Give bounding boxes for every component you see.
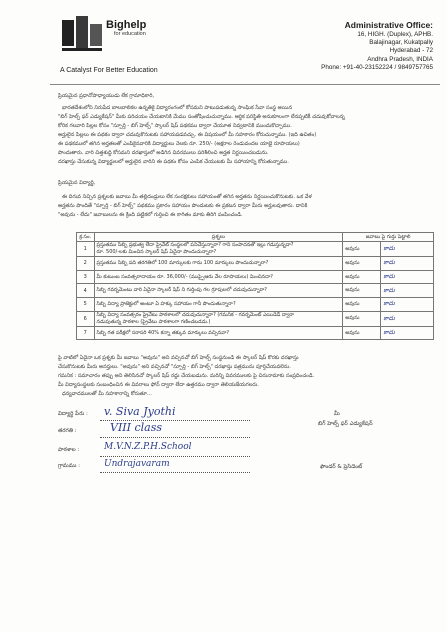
- handwritten-answer: కాదు: [383, 286, 395, 294]
- answer-mark: [381, 284, 434, 298]
- question-text: ప్రస్తుతము సిబ్బి పది తరగతిలో 100 మార్కులకు గాను 100 మార్కులు పొందుచున్నారా?: [94, 257, 343, 271]
- brand-name: Bighelp: [106, 19, 147, 31]
- row-number: 7: [77, 326, 95, 340]
- para-3-line: చేసుకొనుటకు మీరు అనర్హులు. "అవును" అని వచ్చినచో "స్పూర్తి - బిగ్ హెల్ప్" దరఖాస్తు పత్రమును పూర్తిచేయవలెను.: [58, 364, 291, 370]
- question-text: సిబ్బి విద్యా సంవత్సరం ప్రైవేటు పాఠశాలలో చదువుచున్నారా? (గమనిక - గవర్నమెంట్ ఎయిడెడ్ ద్వారా: [96, 311, 295, 318]
- handwritten-answer: కాదు: [383, 314, 395, 322]
- phone-line: Phone: +91-40-23152224 / 9849757765: [321, 63, 433, 71]
- answer-yes: అవును: [343, 284, 381, 298]
- answer-mark: [381, 242, 434, 257]
- para-1-line: ఈ పథకములో తగిన అర్హతలతో ఎంపికైనవారికి విద్యార్థులు నెలకు రూ. 250/- (అక్షరాల రెండువందల యాభై రూపాయలు): [58, 141, 300, 147]
- para-3-line: పై వాటిలో ఏదైనా ఒక ప్రశ్నకు మీ జవాబు "అవును" అని వచ్చినచో బిగ్ హెల్ప్ సంస్థనుండి ఈ స్కాలర్ షిప్ కొరకు దరఖాస్తు: [58, 355, 299, 361]
- question-text-cont: నడుపుతున్న పాఠశాల (ప్రైవేటు పాఠశాలగా గణించబడదు.): [96, 318, 211, 325]
- para-2-line: "అవును - లేదు" జవాబులను ఈ క్రింది పట్టికలో గుర్తించి ఈ కాగితం మాకు తిరిగి పంపించండి.: [58, 212, 243, 218]
- para-3-line: గమనిక : సమాచారం తప్పు అని తెలిసినచో స్కాలర్ షిప్ రద్దు చేయబడును. మరిన్ని వివరములకు పై చిరునామాకు సంప్రదించండి.: [58, 373, 315, 379]
- handwritten-answer: కాదు: [383, 245, 395, 252]
- bighelp-logo-icon: [60, 14, 104, 54]
- question-cell: [94, 242, 343, 257]
- handwritten-answer: కాదు: [383, 329, 395, 337]
- para-3-line: ధన్యవాదములతో మీ సహకారాన్ని కోరుతూ...: [62, 391, 152, 397]
- row-number: 3: [77, 270, 95, 284]
- table-row: [77, 298, 434, 312]
- question-text: సిబ్బి గవర్నమెంటు వారి ఏదైనా స్కాలర్ షిప్ ని గుర్తింపు గల గ్రూపులలో చదువుచున్నారా?: [94, 284, 343, 298]
- row-number: 5: [77, 298, 95, 312]
- answer-mark: [381, 311, 434, 326]
- class-line: [100, 437, 250, 438]
- header-divider: [50, 84, 440, 85]
- brand-block: [106, 20, 146, 38]
- village-label: గ్రామము :: [58, 463, 81, 469]
- para-1-line: పొందుతారు. వారి చిత్తశుద్ధి కోసమని దరఖాస్తులో అడిగిన వివరములు పరిశీలించి అర్హత నిర్ణయించబడును.: [58, 150, 269, 156]
- table-row: [77, 270, 434, 284]
- salutation-principal: ప్రియమైన ప్రధానోపాధ్యాయుడు లేక గ్రామాధికారి,: [58, 93, 155, 99]
- table-header-row: [77, 233, 434, 242]
- table-row: [77, 242, 434, 257]
- school-label: పాఠశాల :: [58, 447, 80, 453]
- class-value: VIII class: [110, 421, 163, 434]
- answer-yes: అవును: [343, 257, 381, 271]
- question-text: మీ కుటుంబ సంవత్సరాదాయం రూ. 36,000/- (ముప్పైఆరు వేల రూపాయలు) మించినదా?: [94, 270, 343, 284]
- row-number: 4: [77, 284, 95, 298]
- answer-yes: అవును: [343, 326, 381, 340]
- address-line: 16, HIGH. (Duplex), APHB.: [357, 31, 433, 38]
- row-number: 2: [77, 257, 95, 271]
- row-number: 6: [77, 311, 95, 326]
- table-row: [77, 326, 434, 340]
- para-1-line: దరఖాస్తు చేసుకున్న విద్యార్థులలో అర్హులైన వారిని ఈ పథకం కోసం ఎంపిక చేయుటకు మీ సహాయాన్ని కోరుతున్నాము.: [58, 159, 289, 165]
- para-1-line: కోరిక గలవారి పిల్లల కోసం "స్పూర్తి - బిగ్ హెల్ప్" స్కాలర్ షిప్ పథకము ద్వారా చేయూత నివ్వటానికి ముందుకొచ్చాము.: [58, 123, 292, 129]
- para-2-line: ఈ దిగువ నిచ్చిన ప్రశ్నలకు జవాబు మీ తల్లిదండ్రులు లేక సంరక్షకులు సహాయంతో తగిన అర్హతను నిర్ణయించుకొనుటకు. ఒక వేళ: [62, 194, 312, 200]
- signoff-title: ఫౌండర్ & ప్రెసిడెంట్: [320, 464, 363, 470]
- col-header-question: ప్రశ్నలు: [94, 233, 343, 242]
- village-value: Undrajavaram: [104, 459, 170, 469]
- col-header-answer: జవాబు పై గుర్తు పెట్టాలి: [343, 233, 434, 242]
- question-text: సిబ్బి విద్యా ప్రాజెక్టులో అంటూ ఏ హక్కు సహాయం గానీ పొందుతున్నారా?: [94, 298, 343, 312]
- para-1-line: "బిగ్ హెల్ప్ ఫర్ ఎడ్యుకేషన్" మీకు పరిచయం చేయటానికి మేము సంతోషించుచున్నాము. ఆర్థిక పరిస్థితి అనుకూలంగా లేనప్పటికీ చదువుకోవాలన్న: [58, 114, 345, 120]
- para-3-line: మీ విద్యాసంస్థలకు సంబంధించిన ఈ వివరాలు ఫోన్ ద్వారా లేదా ఉత్తరము ద్వారా తెలియజేయగలరు.: [58, 382, 259, 388]
- question-text: ప్రస్తుతము సిబ్బి ప్రభుత్వ లేదా ప్రైవేట్ సంస్థలలో పనిచేస్తున్నారా? గాని సంపాదనతో ఇల్లు గడుస్తున్నదా?: [96, 242, 294, 248]
- address-line: Hyderabad - 72: [389, 47, 433, 55]
- salutation-student: ప్రియమైన విద్యార్థి,: [58, 180, 96, 186]
- table-row: [77, 284, 434, 298]
- address-line: Balajinagar, Kukatpally: [369, 39, 433, 47]
- para-2-line: అర్హతను పొందితే "స్పూర్తి - బిగ్ హెల్ప్" పథకము ప్రకారం సహాయం పొందుటకు ఈ ప్రకటన ద్వారా మీరు అర్హులవుతారు. దానికి: [58, 203, 308, 209]
- student-name-label: విద్యార్థి పేరు :: [58, 411, 88, 417]
- student-name-value: v. Siva Jyothi: [104, 405, 176, 418]
- address-line: Andhra Pradesh, INDIA: [367, 55, 433, 63]
- signoff-line-1: మీ: [334, 411, 340, 417]
- handwritten-answer: కాదు: [383, 273, 395, 281]
- eligibility-table: [76, 232, 434, 340]
- para-1-line: భారతదేశంలోని నిరుపేద బాలబాలికల ఉన్నతికై విద్యారంగంలో కోసమని పాటుపడుతున్న సాంఘిక సేవా సంస్థ అయిన: [62, 105, 293, 111]
- answer-mark: [381, 298, 434, 312]
- answer-yes: అవును: [343, 311, 381, 326]
- tagline: A Catalyst For Better Education: [60, 67, 158, 74]
- brand-subtitle: for education: [114, 31, 146, 37]
- signoff-org: బిగ్ హెల్ప్ ఫర్ ఎడ్యుకేషన్: [318, 421, 373, 427]
- answer-yes: అవును: [343, 242, 381, 257]
- handwritten-answer: కాదు: [383, 300, 395, 308]
- question-text: సిబ్బి గత పరీక్షలో సరాసరి 40% కన్నా తక్కువ మార్కులు వచ్చినవా?: [94, 326, 343, 340]
- handwritten-answer: కాదు: [383, 259, 395, 267]
- class-label: తరగతి :: [58, 428, 77, 434]
- office-heading: Administrative Office:: [344, 20, 433, 30]
- col-header-no: క్ర.సం.: [77, 233, 95, 242]
- school-line: [100, 456, 250, 457]
- table-row: [77, 311, 434, 326]
- answer-mark: [381, 326, 434, 340]
- school-value: M.V.N.Z.P.H.School: [104, 442, 192, 452]
- question-text-cont: రూ. 500/-లకు మించిన స్కాలర్ షిప్ ఏదైనా పొందుచున్నారా?: [96, 249, 217, 255]
- answer-yes: అవును: [343, 298, 381, 312]
- answer-mark: [381, 257, 434, 271]
- table-row: [77, 257, 434, 271]
- para-1-line: అర్హులైన పిల్లలు ఈ పథకం ద్వారా చదువుకొనుటకు సహాయపడవచ్చు. ఈ విషయంలో మీ సహకారం కోరుచున్నాము. (ఇది ఉచితం): [58, 132, 317, 138]
- answer-yes: అవును: [343, 270, 381, 284]
- row-number: 1: [77, 242, 95, 257]
- office-address: [263, 20, 433, 72]
- question-cell: [94, 311, 343, 326]
- answer-mark: [381, 270, 434, 284]
- village-line: [100, 472, 250, 473]
